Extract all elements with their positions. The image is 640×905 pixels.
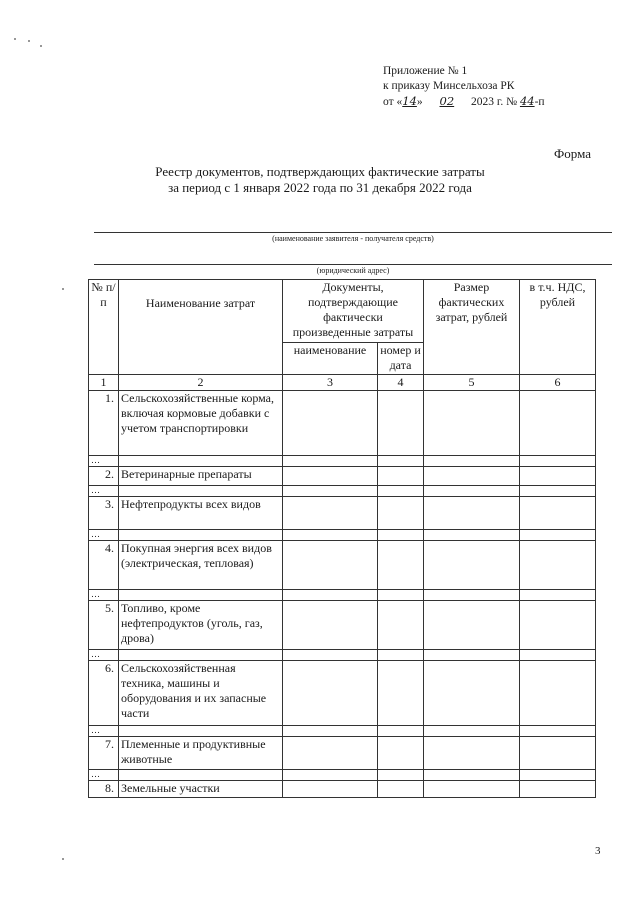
table-row	[89, 661, 596, 726]
row-number: 4.	[89, 541, 119, 590]
order-number: 44	[519, 94, 535, 108]
registry-table	[88, 279, 596, 798]
appendix-line2: к приказу Минсельхоза РК	[383, 80, 515, 92]
continuation-row	[89, 726, 596, 737]
row-number: 8.	[89, 781, 119, 798]
row-cost-name: Земельные участки	[119, 781, 283, 798]
column-number-row	[89, 375, 596, 391]
order-month: 02	[439, 94, 455, 108]
row-cost-name: Сельскохозяйственная техника, машины и оборудования и их запасные части	[119, 661, 283, 726]
continuation-marker: …	[89, 726, 119, 737]
row-cost-name: Покупная энергия всех видов (электрическая, тепловая)	[119, 541, 283, 590]
row-size-cell[interactable]	[424, 661, 520, 726]
row-size-cell[interactable]	[424, 737, 520, 770]
row-size-cell[interactable]	[424, 467, 520, 486]
header-doc-name: наименование	[283, 343, 378, 375]
row-doc-name-cell[interactable]	[283, 541, 378, 590]
row-doc-num-cell[interactable]	[378, 497, 424, 530]
header-row	[89, 280, 596, 343]
continuation-marker: …	[89, 590, 119, 601]
scan-speck	[14, 38, 16, 40]
row-number: 5.	[89, 601, 119, 650]
row-number: 6.	[89, 661, 119, 726]
order-day: 14	[402, 94, 417, 108]
row-vat-cell[interactable]	[520, 467, 596, 486]
row-size-cell[interactable]	[424, 541, 520, 590]
table-row	[89, 391, 596, 456]
scan-speck	[28, 40, 30, 42]
appendix-header	[383, 64, 545, 110]
table-row	[89, 541, 596, 590]
header-size: Размер фактических затрат, рублей	[424, 280, 520, 375]
row-doc-num-cell[interactable]	[378, 661, 424, 726]
continuation-marker: …	[89, 770, 119, 781]
continuation-row	[89, 650, 596, 661]
row-vat-cell[interactable]	[520, 391, 596, 456]
row-cost-name: Ветеринарные препараты	[119, 467, 283, 486]
applicant-line	[94, 232, 612, 233]
page-number: 3	[595, 845, 601, 857]
title-line2: за период с 1 января 2022 года по 31 декабря 2022 года	[168, 180, 472, 195]
row-doc-name-cell[interactable]	[283, 781, 378, 798]
continuation-marker: …	[89, 530, 119, 541]
row-doc-num-cell[interactable]	[378, 467, 424, 486]
address-caption: (юридический адрес)	[316, 266, 390, 275]
col-number: 6	[520, 375, 596, 391]
col-number: 5	[424, 375, 520, 391]
continuation-marker: …	[89, 650, 119, 661]
order-date-line: от «14» 02 2023 г. № 44-п	[383, 94, 545, 108]
col-number: 1	[89, 375, 119, 391]
continuation-row	[89, 456, 596, 467]
row-cost-name: Нефтепродукты всех видов	[119, 497, 283, 530]
row-doc-name-cell[interactable]	[283, 467, 378, 486]
row-cost-name: Топливо, кроме нефтепродуктов (уголь, газ, дрова)	[119, 601, 283, 650]
scan-speck	[62, 288, 64, 290]
col-number: 4	[378, 375, 424, 391]
header-docs: Документы, подтверждающие фактически произведенные затраты	[283, 280, 424, 343]
table-row	[89, 781, 596, 798]
row-vat-cell[interactable]	[520, 497, 596, 530]
form-label: Форма	[554, 146, 591, 161]
table-row	[89, 601, 596, 650]
document-title	[0, 164, 640, 196]
row-size-cell[interactable]	[424, 781, 520, 798]
applicant-caption: (наименование заявителя - получателя средств)	[272, 234, 434, 243]
title-line1: Реестр документов, подтверждающих фактические затраты	[155, 164, 485, 179]
row-doc-num-cell[interactable]	[378, 781, 424, 798]
continuation-marker: …	[89, 486, 119, 497]
row-doc-name-cell[interactable]	[283, 737, 378, 770]
scan-speck	[40, 45, 42, 47]
continuation-row	[89, 530, 596, 541]
row-size-cell[interactable]	[424, 601, 520, 650]
continuation-row	[89, 770, 596, 781]
continuation-marker: …	[89, 456, 119, 467]
table-row	[89, 467, 596, 486]
scan-speck	[62, 858, 64, 860]
row-doc-name-cell[interactable]	[283, 661, 378, 726]
row-size-cell[interactable]	[424, 497, 520, 530]
header-num: № п/п	[89, 280, 119, 375]
row-number: 3.	[89, 497, 119, 530]
address-line	[94, 264, 612, 265]
header-vat: в т.ч. НДС, рублей	[520, 280, 596, 375]
continuation-row	[89, 486, 596, 497]
row-number: 2.	[89, 467, 119, 486]
table-row	[89, 737, 596, 770]
row-doc-num-cell[interactable]	[378, 737, 424, 770]
appendix-line1: Приложение № 1	[383, 65, 468, 77]
row-number: 1.	[89, 391, 119, 456]
row-doc-num-cell[interactable]	[378, 601, 424, 650]
row-doc-name-cell[interactable]	[283, 497, 378, 530]
row-cost-name: Сельскохозяйственные корма, включая кормовые добавки с учетом транспортировки	[119, 391, 283, 456]
header-name: Наименование затрат	[119, 280, 283, 375]
row-vat-cell[interactable]	[520, 737, 596, 770]
row-doc-num-cell[interactable]	[378, 541, 424, 590]
row-doc-num-cell[interactable]	[378, 391, 424, 456]
row-vat-cell[interactable]	[520, 601, 596, 650]
header-doc-num: номер и дата	[378, 343, 424, 375]
continuation-row	[89, 590, 596, 601]
row-vat-cell[interactable]	[520, 661, 596, 726]
row-doc-name-cell[interactable]	[283, 601, 378, 650]
row-size-cell[interactable]	[424, 391, 520, 456]
row-vat-cell[interactable]	[520, 781, 596, 798]
col-number: 3	[283, 375, 378, 391]
row-vat-cell[interactable]	[520, 541, 596, 590]
row-doc-name-cell[interactable]	[283, 391, 378, 456]
table-row	[89, 497, 596, 530]
row-number: 7.	[89, 737, 119, 770]
col-number: 2	[119, 375, 283, 391]
row-cost-name: Племенные и продуктивные животные	[119, 737, 283, 770]
